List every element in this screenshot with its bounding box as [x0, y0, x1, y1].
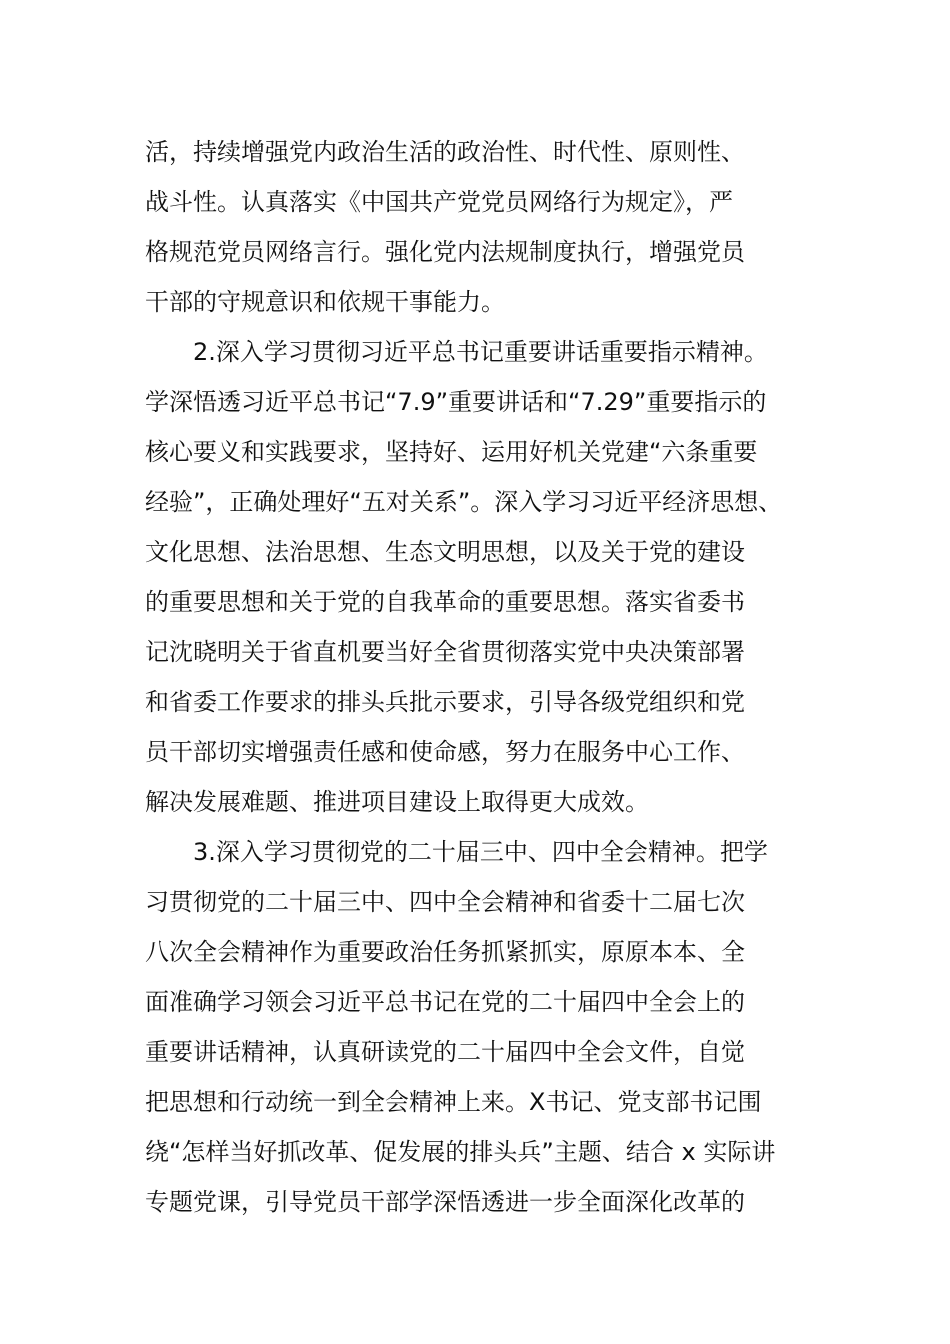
text-line: 专题党课，引导党员干部学深悟透进一步全面深化改革的: [145, 1188, 745, 1216]
text-line: 核心要义和实践要求，坚持好、运用好机关党建“六条重要: [145, 438, 758, 466]
text-line: 重要讲话精神，认真研读党的二十届四中全会文件，自觉: [145, 1038, 745, 1066]
text-line: 的重要思想和关于党的自我革命的重要思想。落实省委书: [145, 588, 745, 616]
text-line: 解决发展难题、推进项目建设上取得更大成效。: [145, 788, 649, 816]
text-line: 干部的守规意识和依规干事能力。: [145, 288, 505, 316]
text-line: 绕“怎样当好抓改革、促发展的排头兵”主题、结合 x 实际讲: [145, 1138, 776, 1166]
text-line: 经验”，正确处理好“五对关系”。深入学习习近平经济思想、: [145, 488, 783, 516]
text-line: 面准确学习领会习近平总书记在党的二十届四中全会上的: [145, 988, 745, 1016]
text-line: 员干部切实增强责任感和使命感，努力在服务中心工作、: [145, 738, 745, 766]
paragraph-heading: 3.深入学习贯彻党的二十届三中、四中全会精神。把学: [193, 838, 768, 866]
text-line: 八次全会精神作为重要政治任务抓紧抓实，原原本本、全: [145, 938, 745, 966]
text-line: 习贯彻党的二十届三中、四中全会精神和省委十二届七次: [145, 888, 745, 916]
text-line: 把思想和行动统一到全会精神上来。X书记、党支部书记围: [145, 1088, 762, 1116]
document-body: [145, 127, 825, 1227]
text-line: 记沈晓明关于省直机要当好全省贯彻落实党中央决策部署: [145, 638, 745, 666]
text-line: 战斗性。认真落实《中国共产党党员网络行为规定》，严: [145, 188, 733, 216]
text-line: 文化思想、法治思想、生态文明思想，以及关于党的建设: [145, 538, 745, 566]
text-line: 活，持续增强党内政治生活的政治性、时代性、原则性、: [145, 138, 745, 166]
text-line: 格规范党员网络言行。强化党内法规制度执行，增强党员: [145, 238, 745, 266]
text-line: 学深悟透习近平总书记“7.9”重要讲话和“7.29”重要指示的: [145, 388, 767, 416]
text-line: 和省委工作要求的排头兵批示要求，引导各级党组织和党: [145, 688, 745, 716]
paragraph-heading: 2.深入学习贯彻习近平总书记重要讲话重要指示精神。: [193, 338, 768, 366]
